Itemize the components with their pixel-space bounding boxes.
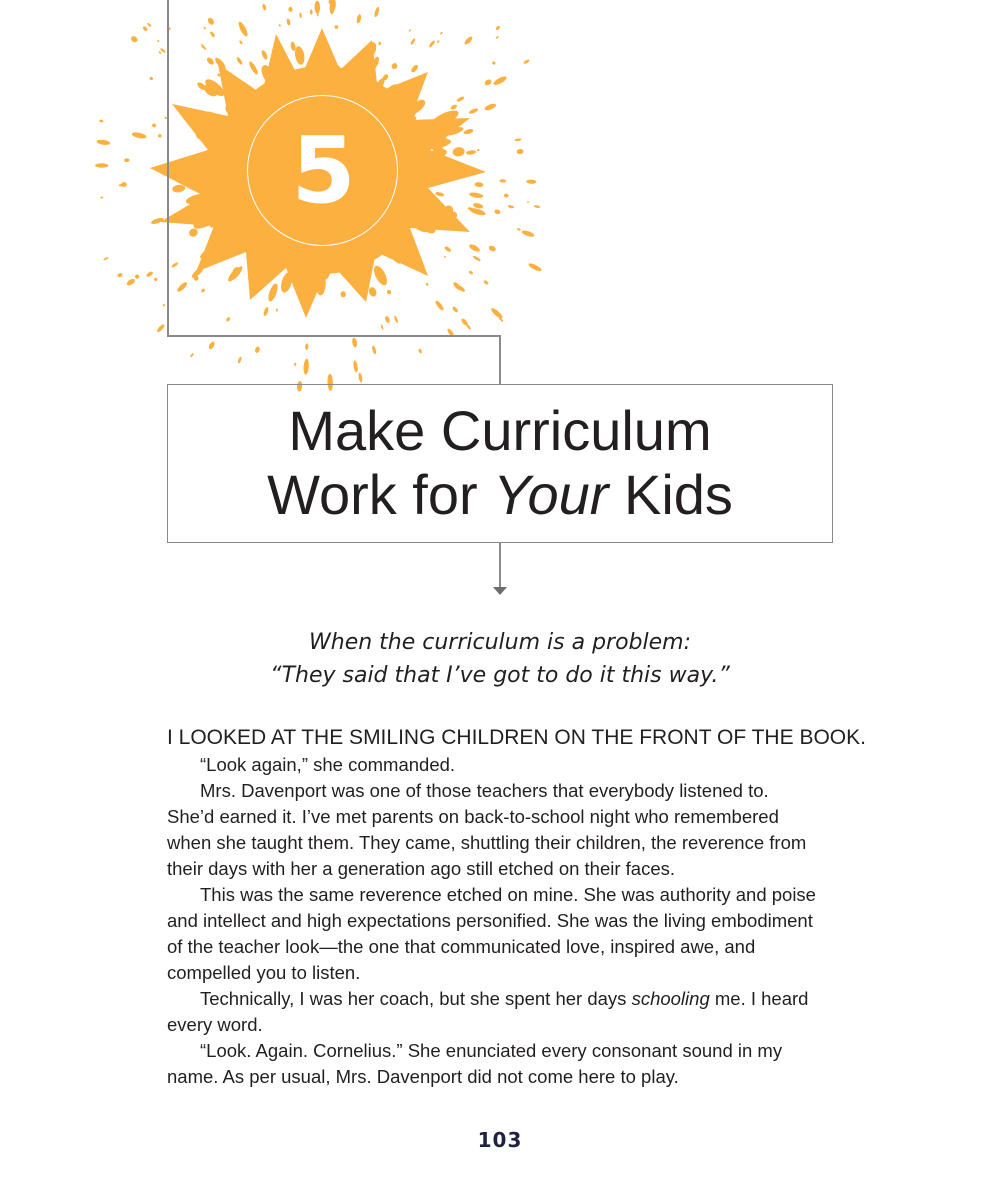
paint-speck — [208, 341, 216, 350]
paint-speck — [358, 372, 363, 382]
epigraph-line-1: When the curriculum is a problem: — [309, 630, 691, 655]
paint-speck — [391, 62, 399, 70]
paint-speck — [190, 353, 194, 358]
paint-speck — [103, 257, 109, 261]
paint-speck — [226, 317, 231, 323]
paint-speck — [523, 59, 530, 65]
paint-speck — [152, 123, 157, 128]
paint-speck — [156, 323, 166, 333]
body-text — [167, 724, 866, 1090]
chapter-title-line-2 — [168, 463, 832, 527]
paint-speck — [276, 308, 279, 312]
paint-speck — [410, 64, 419, 74]
paint-speck — [528, 262, 543, 273]
paint-speck — [356, 14, 362, 24]
paint-speck — [299, 12, 302, 18]
paint-speck — [371, 345, 377, 355]
paint-speck — [305, 343, 309, 350]
paint-speck — [466, 150, 477, 155]
paint-speck — [134, 274, 140, 280]
paint-speck — [162, 304, 165, 307]
paint-speck — [239, 40, 243, 45]
paint-speck — [237, 21, 249, 38]
paint-speck — [153, 277, 158, 282]
paint-speck — [200, 43, 207, 50]
paint-speck — [158, 51, 162, 54]
paint-speck — [517, 228, 521, 231]
paint-speck — [130, 35, 139, 44]
paragraph-4-before: Technically, I was her coach, but she spent her days — [200, 988, 632, 1009]
paint-speck — [260, 49, 268, 60]
paint-speck — [248, 60, 260, 75]
paint-speck — [340, 291, 346, 298]
paint-speck — [96, 139, 110, 146]
paint-speck — [303, 359, 309, 375]
paint-speck — [294, 363, 297, 366]
arrow-down-icon — [493, 587, 507, 595]
chapter-title-line-1: Make Curriculum — [288, 399, 712, 462]
paint-speck — [495, 36, 499, 40]
paragraph-1: “Look again,” she commanded. — [200, 754, 456, 775]
paint-speck — [351, 337, 357, 347]
paint-speck — [463, 128, 474, 135]
paint-speck — [384, 316, 390, 324]
paint-speck — [488, 245, 497, 253]
paint-speck — [514, 138, 521, 142]
paint-speck — [158, 134, 162, 138]
paint-speck — [409, 29, 412, 32]
paint-speck — [437, 40, 440, 43]
paint-speck — [469, 192, 484, 199]
paint-speck — [254, 346, 260, 353]
title-text-italic: Your — [493, 463, 609, 526]
paint-speck — [527, 201, 529, 203]
arrow-stem — [499, 543, 501, 588]
epigraph-line-2: “They said that I’ve got to do it this way.” — [270, 663, 730, 688]
paint-speck — [474, 182, 483, 188]
paint-speck — [434, 299, 445, 311]
paint-speck — [444, 246, 452, 253]
paint-speck — [393, 315, 398, 323]
paint-speck — [142, 26, 148, 32]
lead-line: I LOOKED AT THE SMILING CHILDREN ON THE FRONT OF THE BOOK. — [167, 726, 866, 749]
page-number: 103 — [477, 1128, 523, 1152]
paint-speck — [444, 256, 447, 259]
chapter-title-box — [167, 384, 833, 543]
paint-speck — [203, 26, 206, 29]
paragraph-5: “Look. Again. Cornelius.” She enunciated every consonant sound in my name. As per usual, Mrs. Davenport did not come here to play. — [167, 1040, 783, 1087]
paint-speck — [371, 264, 389, 287]
paint-speck — [418, 348, 423, 354]
paint-speck — [99, 119, 104, 123]
paint-speck — [516, 149, 523, 155]
paint-speck — [495, 25, 501, 30]
paint-speck — [386, 289, 391, 295]
paint-speck — [484, 102, 497, 111]
paint-speck — [286, 18, 291, 25]
paint-speck — [492, 61, 496, 65]
paint-speck — [188, 227, 200, 238]
paint-speck — [368, 286, 378, 298]
paint-speck — [353, 360, 359, 372]
paint-speck — [207, 17, 216, 26]
paragraph-4 — [167, 986, 857, 1038]
paint-speck — [266, 282, 279, 302]
paint-speck — [131, 131, 147, 139]
paint-speck — [237, 356, 242, 364]
paint-speck — [334, 25, 338, 29]
paint-speck — [484, 78, 493, 86]
paint-speck — [477, 149, 480, 151]
paint-speck — [380, 324, 384, 330]
paint-speck — [435, 191, 445, 197]
paint-speck — [126, 278, 136, 287]
paragraph-4-after: me. I heard every word. — [167, 988, 809, 1035]
paint-speck — [456, 96, 465, 103]
paint-speck — [425, 282, 429, 286]
bracket-vertical-right — [499, 335, 501, 385]
paint-speck — [117, 272, 123, 278]
paint-speck — [534, 205, 541, 209]
paint-speck — [263, 306, 270, 316]
paint-speck — [124, 158, 130, 162]
paint-speck — [201, 288, 206, 293]
paint-speck — [278, 24, 281, 27]
paint-speck — [468, 243, 481, 253]
title-text-before: Work for — [267, 463, 494, 526]
paint-speck — [521, 229, 535, 238]
paint-speck — [526, 179, 536, 184]
paint-speck — [472, 255, 481, 262]
paint-speck — [494, 209, 501, 215]
paint-speck — [507, 205, 514, 209]
paint-speck — [490, 307, 504, 320]
paint-speck — [236, 56, 244, 65]
paint-speck — [452, 146, 465, 157]
epigraph — [167, 626, 833, 692]
paragraph-3: This was the same reverence etched on mine. She was authority and poise and intellect and high expectations personified. She was the living embodiment of the teacher look—the one that communicated love, inspired awe, and compelled you to listen. — [167, 884, 816, 983]
paint-speck — [176, 281, 189, 293]
paint-speck — [492, 75, 508, 87]
paint-speck — [262, 4, 267, 11]
paint-speck — [428, 40, 436, 48]
paint-speck — [147, 22, 152, 27]
title-text-after: Kids — [608, 463, 733, 526]
paint-speck — [450, 104, 458, 111]
paint-speck — [157, 40, 160, 43]
paint-speck — [378, 42, 382, 46]
paint-speck — [410, 38, 416, 46]
paint-speck — [504, 193, 509, 198]
paint-speck — [171, 261, 179, 268]
paint-speck — [150, 217, 164, 226]
paint-speck — [314, 1, 320, 14]
paint-speck — [146, 271, 154, 278]
paint-speck — [288, 7, 293, 13]
paragraph-4-italic: schooling — [631, 988, 710, 1009]
paint-speck — [468, 107, 479, 114]
paint-speck — [149, 76, 154, 80]
paint-speck — [452, 306, 459, 314]
paint-speck — [463, 35, 473, 45]
paint-speck — [95, 163, 108, 168]
paint-speck — [310, 9, 313, 15]
paragraph-2: Mrs. Davenport was one of those teachers that everybody listened to. She’d earned it. I’ve met parents on back-to-school night who remembered when she taught them. They came, shuttling their children, the reverence from their days with her a generation ago still etched on their faces. — [167, 780, 807, 879]
paint-speck — [374, 6, 381, 17]
paint-speck — [499, 179, 506, 183]
paint-speck — [483, 279, 489, 285]
bracket-vertical-left — [167, 0, 169, 336]
paint-speck — [206, 56, 216, 66]
paint-speck — [100, 197, 103, 199]
chapter-number: 5 — [247, 95, 398, 246]
bracket-horizontal — [167, 335, 500, 337]
paint-speck — [468, 270, 473, 275]
paint-speck — [440, 31, 443, 35]
paint-speck — [209, 31, 215, 38]
